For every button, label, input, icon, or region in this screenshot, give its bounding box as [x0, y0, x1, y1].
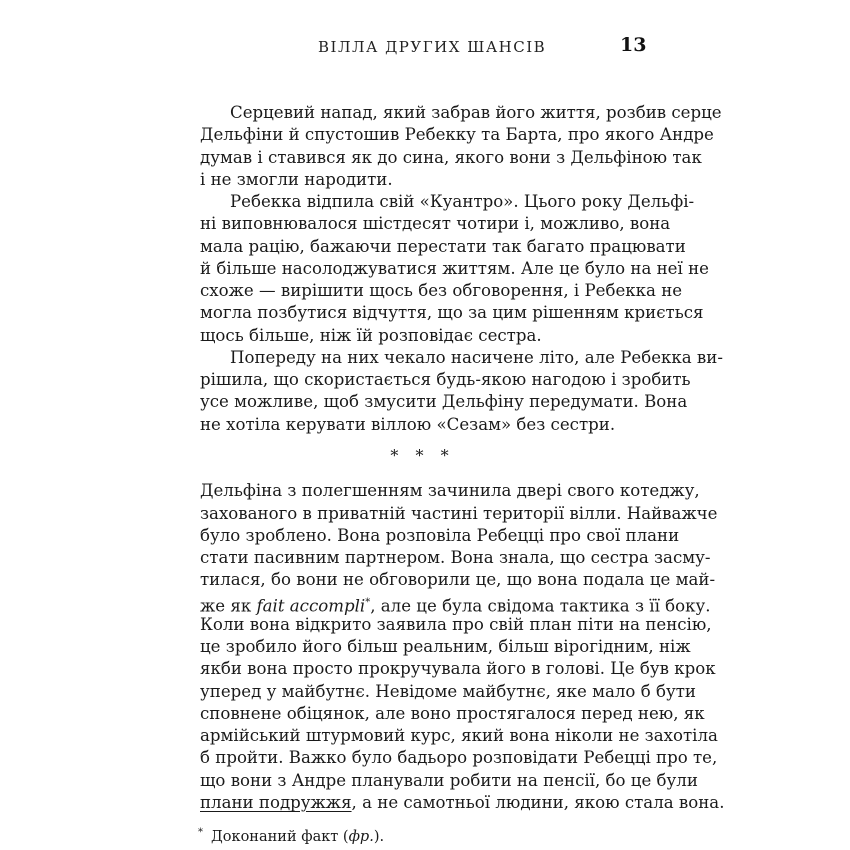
text-line: захованого в приватній частині території вілли. Найважче	[200, 504, 718, 523]
text-line: Попереду на них чекало насичене літо, але Ребекка ви-	[230, 348, 723, 367]
text-line: Коли вона відкрито заявила про свій план піти на пенсію,	[200, 615, 712, 634]
text-line: армійський штурмовий курс, який вона ніколи не захотіла	[200, 726, 718, 745]
text-line: що вони з Андре планували робити на пенсії, бо це були	[200, 771, 698, 790]
footnote-text: Доконаний факт (	[211, 828, 349, 845]
text-line: стати пасивним партнером. Вона знала, що сестра засму-	[200, 548, 711, 567]
page-number: 13	[620, 34, 647, 56]
footnote-reference: *	[365, 597, 371, 608]
text-segment: , а не самотньої людини, якою стала вона.	[351, 793, 725, 812]
text-line-with-footnote	[200, 592, 711, 616]
foreign-phrase: fait accompli	[256, 596, 366, 616]
text-segment: же як	[200, 596, 257, 616]
underlined-phrase: плани подружжя	[200, 793, 352, 812]
text-line: було зроблено. Вона розповіла Ребецці про свої плани	[200, 526, 680, 545]
text-line: сповнене обіцянок, але воно простягалося перед нею, як	[200, 704, 705, 723]
text-line: схоже — вирішити щось без обговорення, і Ребекка не	[200, 281, 683, 300]
text-line: тилася, бо вони не обговорили це, що вона подала це май-	[200, 570, 716, 589]
text-line: думав і ставився як до сина, якого вони з Дельфіною так	[200, 148, 702, 167]
text-line: б пройти. Важко було бадьоро розповідати Ребецці про те,	[200, 748, 718, 767]
running-head	[0, 34, 850, 58]
text-line: щось більше, ніж їй розповідає сестра.	[200, 326, 542, 345]
text-line: ні виповнювалося шістдесят чотири і, можливо, вона	[200, 214, 671, 233]
book-title: ВІЛЛА ДРУГИХ ШАНСІВ	[318, 38, 547, 56]
text-line: Дельфіни й спустошив Ребекку та Барта, про якого Андре	[200, 125, 714, 144]
section-separator: * * *	[390, 446, 455, 465]
text-line: могла позбутися відчуття, що за цим рішенням криється	[200, 303, 704, 322]
text-line: Дельфіна з полегшенням зачинила двері свого котеджу,	[200, 481, 700, 500]
text-line: й більше насолоджуватися життям. Але це було на неї не	[200, 259, 709, 278]
text-line: це зробило його більш реальним, більш вірогідним, ніж	[200, 637, 691, 656]
text-line: усе можливе, щоб змусити Дельфіну передумати. Вона	[200, 392, 688, 411]
footnote-abbreviation: фр.	[348, 828, 374, 845]
text-line: не хотіла керувати віллою «Сезам» без сестри.	[200, 415, 616, 434]
text-line: Ребекка відпила свій «Куантро». Цього року Дельфі-	[230, 192, 695, 211]
footnote-mark: *	[198, 827, 203, 838]
text-line: і не змогли народити.	[200, 170, 393, 189]
text-line-last	[200, 792, 725, 814]
text-line: мала рацію, бажаючи перестати так багато працювати	[200, 237, 686, 256]
footnote-text-end: ).	[373, 828, 385, 845]
text-line: уперед у майбутнє. Невідоме майбутнє, яке мало б бути	[200, 682, 696, 701]
text-segment: , але це була свідома тактика з її боку.	[370, 596, 711, 616]
text-line: якби вона просто прокручувала його в голові. Це був крок	[200, 659, 716, 678]
text-line: Серцевий напад, який забрав його життя, розбив серце	[230, 103, 722, 122]
footnote	[198, 822, 643, 848]
text-line: рішила, що скористається будь-якою нагодою і зробить	[200, 370, 691, 389]
